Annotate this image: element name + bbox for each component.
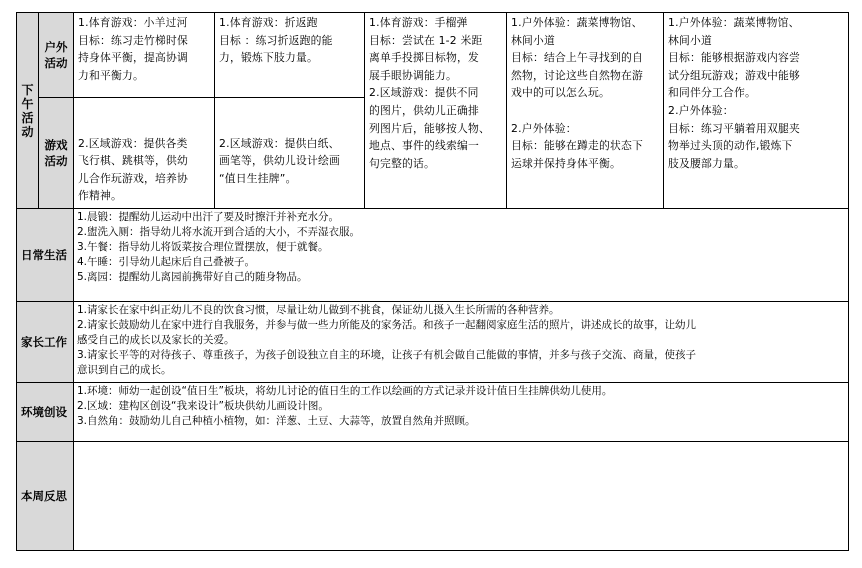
reflection-header: 本周反思 xyxy=(17,442,74,551)
outdoor-label-line: 户外 xyxy=(44,40,68,54)
daily-life-header: 日常生活 xyxy=(17,209,74,302)
outdoor-activities-header xyxy=(39,13,74,98)
environment-content xyxy=(74,383,849,442)
list-item: 3.午餐：指导幼儿将饭菜按合理位置摆放，便于就餐。 xyxy=(77,241,329,253)
afternoon-activities-header xyxy=(17,13,39,209)
afternoon-label-char: 下 xyxy=(21,82,34,97)
cell-line: 1.体育游戏：小羊过河 xyxy=(78,16,188,29)
afternoon-label-char: 动 xyxy=(21,124,34,139)
cell-line: 画笔等，供幼儿设计绘画 xyxy=(219,154,340,168)
list-item: 2.请家长鼓励幼儿在家中进行自我服务，并参与做一些力所能及的家务活。和孩子一起翻阅家庭生活的照片，讲述成长的故事，让幼儿 xyxy=(77,319,697,331)
parents-content xyxy=(74,302,849,383)
outdoor-cell-2 xyxy=(215,13,365,98)
daily-life-row xyxy=(17,209,849,302)
cell-line: 目标：结合上午寻找到的自 xyxy=(511,51,643,65)
afternoon-label-char: 午 xyxy=(21,96,34,111)
list-item: 1.晨锻：提醒幼儿运动中出汗了要及时擦汗并补充水分。 xyxy=(77,211,340,223)
cell-line: 林间小道 xyxy=(511,33,555,47)
blank-line xyxy=(78,117,211,135)
game-cell-1 xyxy=(74,98,215,209)
cell-line: 物举过头顶的动作,锻炼下 xyxy=(668,139,793,153)
cell-line: 的图片，供幼儿正确排 xyxy=(369,103,479,117)
blank-line xyxy=(511,102,660,120)
list-item: 3.请家长平等的对待孩子、尊重孩子，为孩子创设独立自主的环境，让孩子有机会做自己能做的事情，并多与孩子交流、商量，使孩子 xyxy=(77,349,697,361)
cell-line: 林间小道 xyxy=(668,33,712,47)
cell-line: 2.区域游戏：提供白纸、 xyxy=(219,136,340,150)
list-item: 感受自己的成长以及家长的关爱。 xyxy=(77,334,235,346)
list-item: 5.离园：提醒幼儿离园前携带好自己的随身物品。 xyxy=(77,271,308,283)
cell-line: 离单手投掷目标物，发 xyxy=(369,51,479,65)
cell-line: 持身体平衡，提高协调 xyxy=(78,51,188,65)
cell-line: 目标：练习走竹梯时保 xyxy=(78,33,188,47)
cell-line: 戏中的可以怎么玩。 xyxy=(511,86,610,100)
cell-line: 和同伴分工合作。 xyxy=(668,86,756,100)
game-activities-header xyxy=(39,98,74,209)
cell-line: 试分组玩游戏；游戏中能够 xyxy=(668,68,800,82)
environment-header: 环境创设 xyxy=(17,383,74,442)
cell-line: 运球并保持身体平衡。 xyxy=(511,156,621,170)
daily-life-content xyxy=(74,209,849,302)
cell-line: 2.户外体验： xyxy=(511,121,577,135)
day3-cell xyxy=(365,13,507,209)
cell-line: 作精神。 xyxy=(78,189,122,203)
cell-line: 目标：能够在蹲走的状态下 xyxy=(511,139,643,153)
list-item: 4.午睡：引导幼儿起床后自己叠被子。 xyxy=(77,256,256,268)
cell-line: 儿合作玩游戏，培养协 xyxy=(78,171,188,185)
cell-line: 目标：能够根据游戏内容尝 xyxy=(668,51,800,65)
cell-line: 力，锻炼下肢力量。 xyxy=(219,51,318,65)
cell-line: 2.区域游戏：提供各类 xyxy=(78,136,188,150)
afternoon-label-char: 活 xyxy=(21,110,34,125)
cell-line: 地点、事件的线索编一 xyxy=(369,139,479,153)
cell-line: 力和平衡力。 xyxy=(78,68,144,82)
day4-cell xyxy=(507,13,664,209)
outdoor-cell-1 xyxy=(74,13,215,98)
list-item: 2.区域：建构区创设“我来设计”板块供幼儿画设计图。 xyxy=(77,400,329,412)
cell-line: 飞行棋、跳棋等，供幼 xyxy=(78,154,188,168)
reflection-row xyxy=(17,442,849,551)
list-item: 意识到自己的成长。 xyxy=(77,364,172,376)
list-item: 3.自然角：鼓励幼儿自己种植小植物，如：洋葱、土豆、大蒜等，放置自然角并照顾。 xyxy=(77,415,476,427)
cell-line: 句完整的话。 xyxy=(369,156,435,170)
cell-line: 1.户外体验：蔬菜博物馆、 xyxy=(668,16,800,29)
day5-cell xyxy=(664,13,849,209)
cell-line: 肢及腰部力量。 xyxy=(668,156,745,170)
cell-line: 目标：尝试在 1-2 米距 xyxy=(369,33,483,47)
parents-header: 家长工作 xyxy=(17,302,74,383)
cell-line: 展手眼协调能力。 xyxy=(369,68,457,82)
list-item: 1.请家长在家中纠正幼儿不良的饮食习惯，尽量让幼儿做到不挑食，保证幼儿摄入生长所需的各种营养。 xyxy=(77,304,560,316)
blank-line xyxy=(219,117,361,135)
outdoor-label-line: 活动 xyxy=(44,56,68,70)
weekly-plan-table xyxy=(16,12,849,551)
cell-line: “值日生挂牌”。 xyxy=(219,171,297,185)
cell-line: 然物，讨论这些自然物在游 xyxy=(511,68,643,82)
cell-line: 1.体育游戏：手榴弹 xyxy=(369,16,468,29)
cell-line: 目标 ：练习折返跑的能 xyxy=(219,33,333,47)
cell-line: 2.区域游戏：提供不同 xyxy=(369,86,479,100)
cell-line: 1.户外体验：蔬菜博物馆、 xyxy=(511,16,643,29)
cell-line: 2.户外体验： xyxy=(668,103,734,117)
afternoon-outdoor-row xyxy=(17,13,849,98)
cell-line: 列图片后，能够按人物、 xyxy=(369,121,490,135)
cell-line: 1.体育游戏：折返跑 xyxy=(219,16,318,29)
game-cell-2 xyxy=(215,98,365,209)
reflection-content[interactable] xyxy=(74,442,849,551)
list-item: 2.盥洗入厕：指导幼儿将水流开到合适的大小，不弄湿衣服。 xyxy=(77,226,361,238)
parents-row xyxy=(17,302,849,383)
list-item: 1.环境：师幼一起创设“值日生”板块，将幼儿讨论的值日生的工作以绘画的方式记录并设计值日生挂牌供幼儿使用。 xyxy=(77,385,613,397)
game-label-line: 游戏 xyxy=(44,138,68,152)
cell-line: 目标：练习平躺着用双腿夹 xyxy=(668,121,800,135)
environment-row xyxy=(17,383,849,442)
game-label-line: 活动 xyxy=(44,154,68,168)
